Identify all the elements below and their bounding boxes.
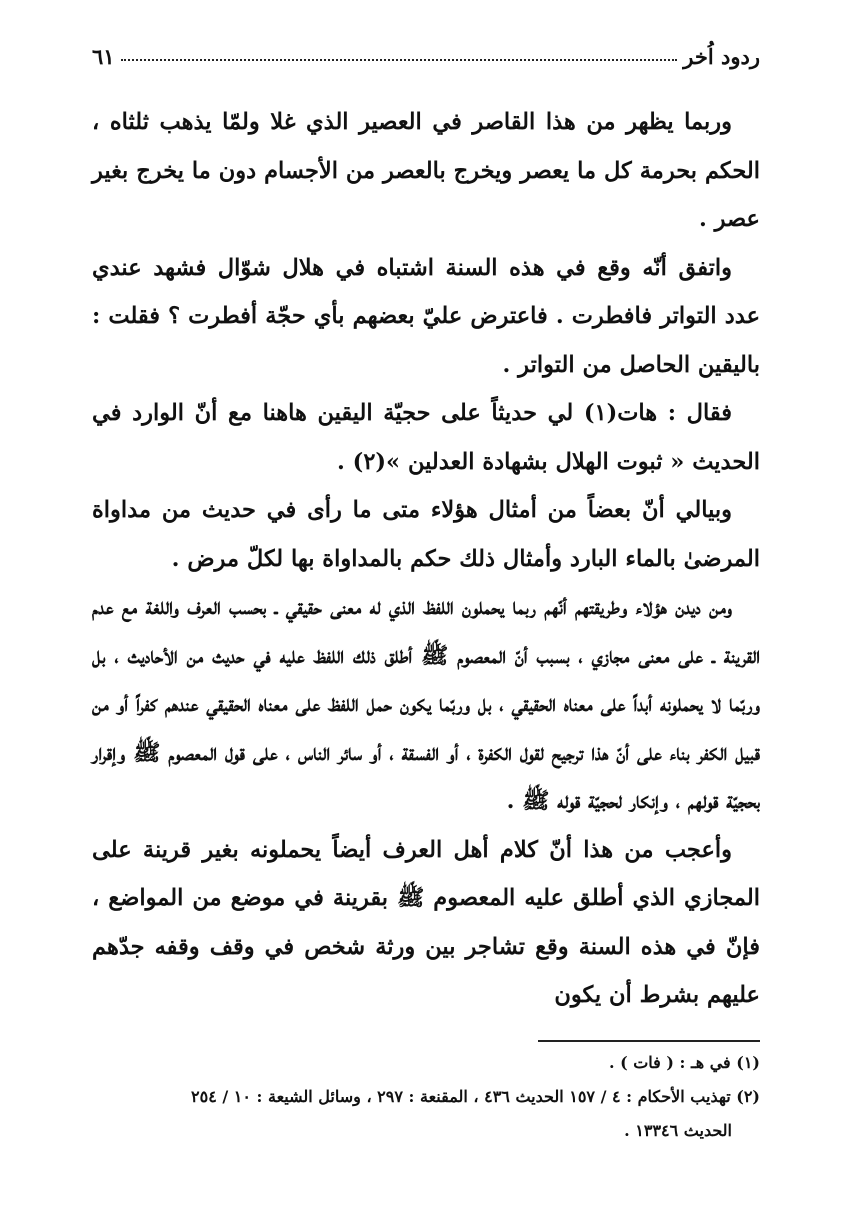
paragraph: فقال : هات(١) لي حديثاً على حجيّة اليقين هاهنا مع أنّ الوارد في الحديث « ثبوت الهلال بشهادة العدلين »(٢) . bbox=[92, 400, 760, 475]
dot-leader bbox=[121, 59, 678, 61]
paragraph: ومن ديدن هؤلاء وطريقتهم أنّهم ربما يحملون اللفظ الذي له معنى حقيقي ـ بحسب العرف واللغة مع عدم القرينة ـ على معنى مجازي ، بسبب أنّ المعصوم ﷺ أطلق ذلك اللفظ عليه في حديث من الأحاديث ، بل وربّما لا يحملونه أبداً على معناه الحقيقي ، بل وربّما يكون حمل اللفظ على معناه الحقيقي عندهم كفراً أو من قبيل الكفر بناء على أنّ هذا ترجيح لقول الكفرة ، أو الفسقة ، أو سائر الناس ، على قول المعصوم ﷺ وإقرار بحجيّة قولهم ، وإنكار لحجيّة قوله ﷺ . bbox=[92, 594, 760, 814]
main-text bbox=[92, 98, 760, 1020]
footnotes bbox=[92, 1046, 760, 1148]
footnote: (٢) تهذيب الأحكام : ٤ / ١٥٧ الحديث ٤٣٦ ، المقنعة : ٢٩٧ ، وسائل الشيعة : ١٠ / ٢٥٤ bbox=[191, 1087, 760, 1106]
paragraph: وأعجب من هذا أنّ كلام أهل العرف أيضاً يحملونه بغير قرينة على المجازي الذي أطلق عليه المعصوم ﷺ بقرينة في موضع من المواضع ، فإنّ في هذه السنة وقع تشاجر بين ورثة شخص في وقف وقفه جدّهم عليهم بشرط أن يكون bbox=[92, 836, 760, 1008]
footnote-continuation bbox=[92, 1114, 760, 1148]
paragraph: وبيالي أنّ بعضاً من أمثال هؤلاء متى ما رأى في حديث من مداواة المرضىٰ بالماء البارد وأمثال ذلك حكم بالمداواة بها لكلّ مرض . bbox=[92, 497, 760, 572]
footnote: (١) في هـ : ( فات ) . bbox=[608, 1053, 760, 1072]
running-header bbox=[92, 36, 760, 76]
page-number: ٦١ bbox=[92, 43, 115, 69]
running-title: ردود اُخر bbox=[683, 43, 760, 69]
footnote-continuation-text: الحديث ١٣٣٤٦ . bbox=[624, 1121, 732, 1140]
footnote-separator bbox=[538, 1040, 760, 1042]
paragraph: واتفق أنّه وقع في هذه السنة اشتباه في هلال شوّال فشهد عندي عدد التواتر فافطرت . فاعترض عليّ بعضهم بأي حجّة أفطرت ؟ فقلت : باليقين الحاصل من التواتر . bbox=[92, 254, 760, 378]
paragraph: وربما يظهر من هذا القاصر في العصير الذي غلا ولمّا يذهب ثلثاه ، الحكم بحرمة كل ما يعصر ويخرج بالعصر من الأجسام دون ما يخرج بغير عصر . bbox=[92, 109, 760, 232]
